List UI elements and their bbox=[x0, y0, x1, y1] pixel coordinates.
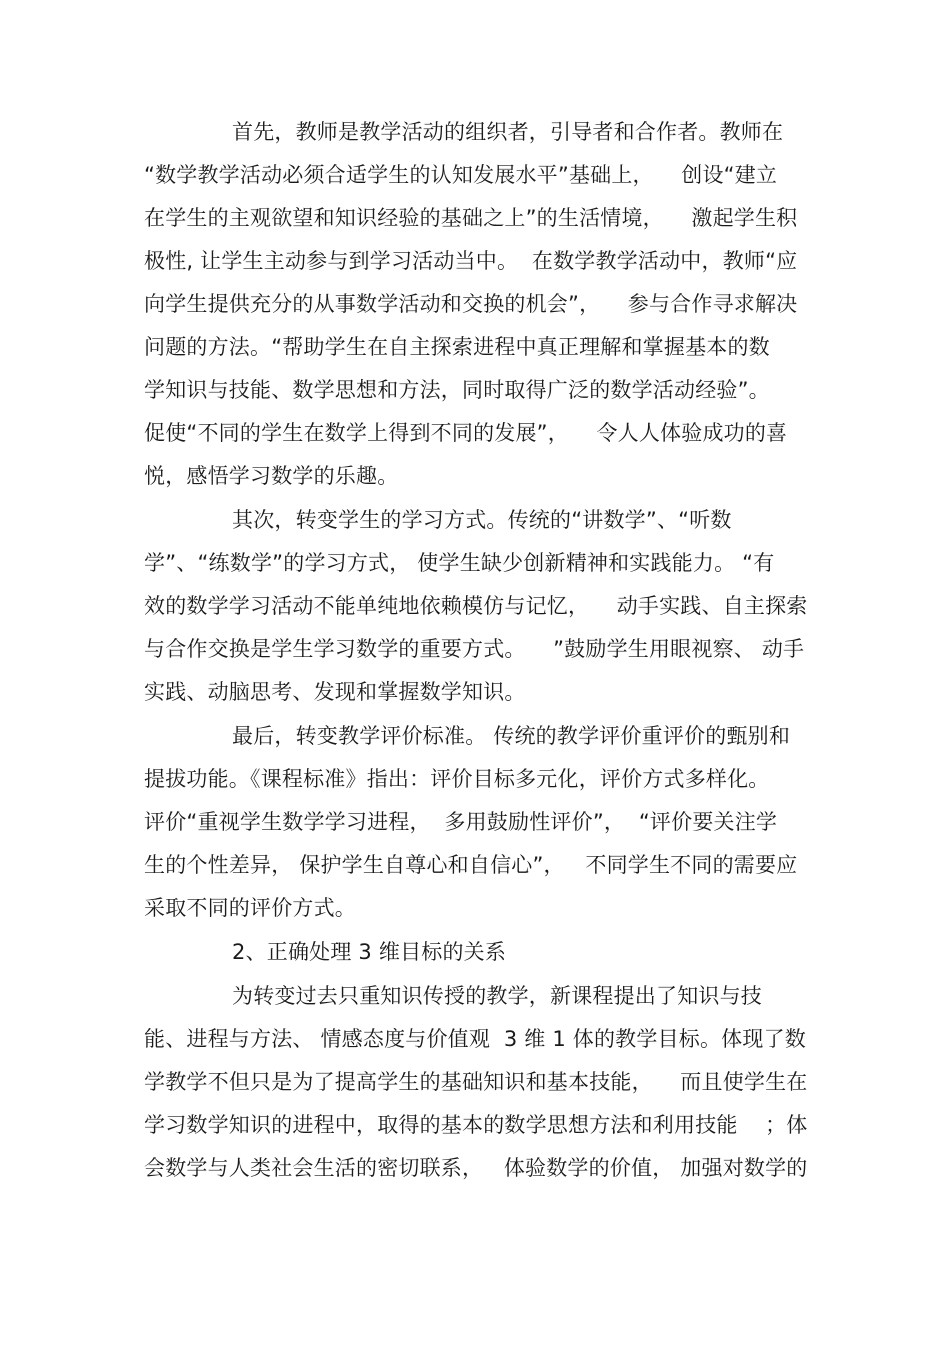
paragraph-line: 向学生提供充分的从事数学活动和交换的机会”， 参与合作寻求解决 bbox=[144, 292, 798, 316]
paragraph-line: 学”、“练数学”的学习方式， 使学生缺少创新精神和实践能力。 “有 bbox=[144, 551, 775, 575]
paragraph-line: 采取不同的评价方式。 bbox=[144, 896, 356, 920]
paragraph-line: 为转变过去只重知识传授的教学，新课程提出了知识与技 bbox=[232, 984, 762, 1008]
paragraph-line: 学知识与技能、数学思想和方法，同时取得广泛的数学活动经验”。 bbox=[144, 378, 770, 402]
paragraph-line: 学教学不但只是为了提高学生的基础知识和基本技能， 而且使学生在 bbox=[144, 1070, 808, 1094]
paragraph-line: 悦，感悟学习数学的乐趣。 bbox=[144, 464, 399, 488]
paragraph-line: 问题的方法。“帮助学生在自主探索进程中真正理解和掌握基本的数 bbox=[144, 335, 770, 359]
paragraph-line: 学习数学知识的进程中，取得的基本的数学思想方法和利用技能 ；体 bbox=[144, 1113, 808, 1137]
paragraph-line: 在学生的主观欲望和知识经验的基础之上”的生活情境， 激起学生积 bbox=[144, 206, 798, 230]
section-heading: 2、正确处理 3 维目标的关系 bbox=[232, 940, 507, 964]
paragraph-line: 其次，转变学生的学习方式。传统的“讲数学”、“听数 bbox=[232, 508, 732, 532]
paragraph-line: 效的数学学习活动不能单纯地依赖模仿与记忆， 动手实践、自主探索 bbox=[144, 594, 808, 618]
paragraph-line: 能、进程与方法、 情感态度与价值观 3 维 1 体的教学目标。体现了数 bbox=[144, 1027, 806, 1051]
paragraph-line: 与合作交换是学生学习数学的重要方式。 ”鼓励学生用眼视察、 动手 bbox=[144, 637, 805, 661]
paragraph-line: “数学教学活动必须合适学生的认知发展水平”基础上， 创设“建立 bbox=[144, 163, 778, 187]
paragraph-line: 提拔功能。《课程标准》指出：评价目标多元化，评价方式多样化。 bbox=[144, 767, 770, 791]
paragraph-line: 实践、动脑思考、发现和掌握数学知识。 bbox=[144, 680, 526, 704]
paragraph-line: 促使“不同的学生在数学上得到不同的发展”， 令人人体验成功的喜 bbox=[144, 421, 788, 445]
paragraph-line: 评价“重视学生数学学习进程， 多用鼓励性评价”， “评价要关注学 bbox=[144, 810, 778, 834]
paragraph-line: 极性, 让学生主动参与到学习活动当中。 在数学教学活动中，教师“应 bbox=[144, 249, 798, 273]
paragraph-line: 首先，教师是教学活动的组织者，引导者和合作者。教师在 bbox=[232, 120, 784, 144]
paragraph-line: 生的个性差异， 保护学生自尊心和自信心”， 不同学生不同的需要应 bbox=[144, 853, 798, 877]
paragraph-line: 会数学与人类社会生活的密切联系， 体验数学的价值， 加强对数学的 bbox=[144, 1156, 808, 1180]
paragraph-line: 最后，转变教学评价标准。 传统的教学评价重评价的甄别和 bbox=[232, 724, 791, 748]
